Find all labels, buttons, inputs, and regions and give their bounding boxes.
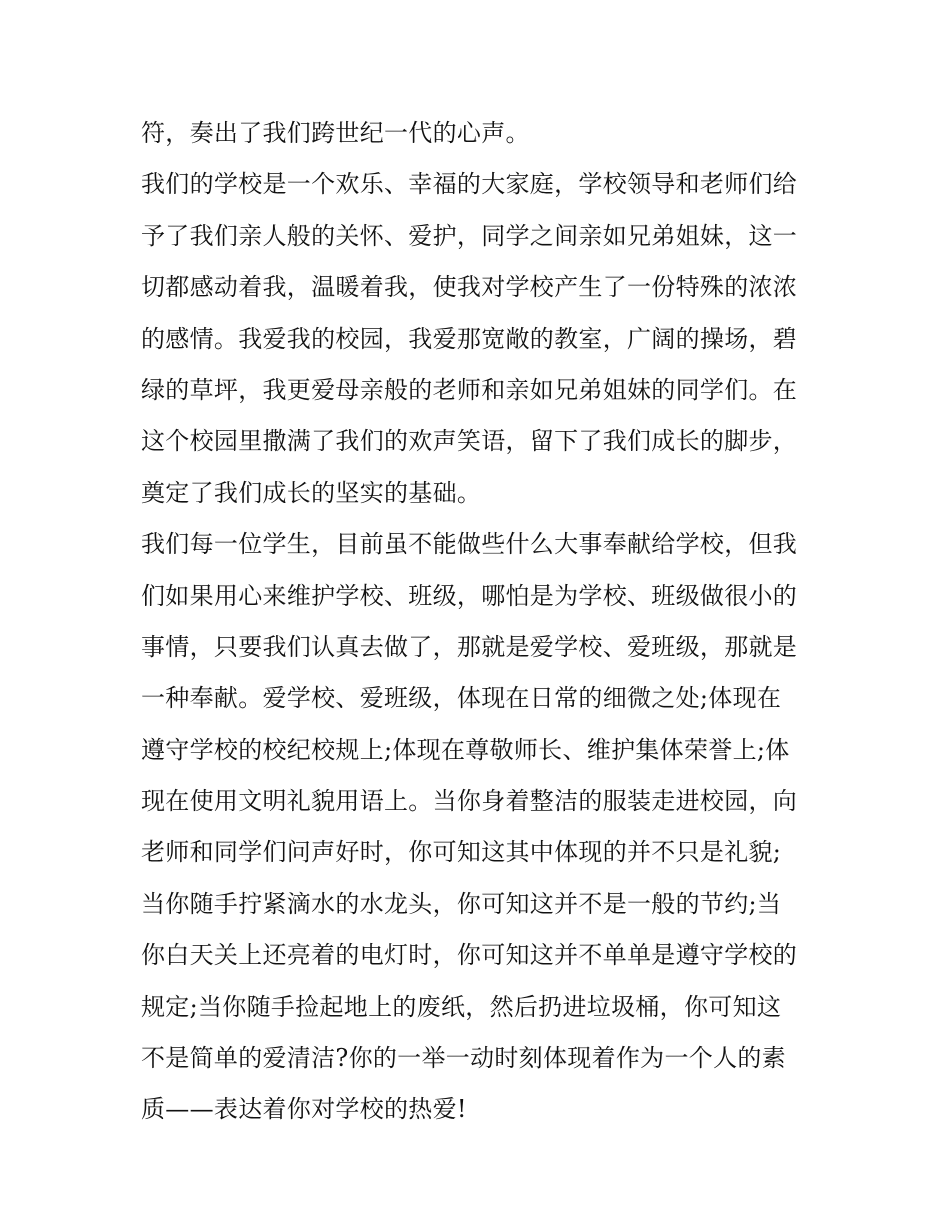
text-line: 遵守学校的校纪校规上;体现在尊敬师长、维护集体荣誉上;体 xyxy=(141,735,790,764)
text-line: 予了我们亲人般的关怀、爱护，同学之间亲如兄弟姐妹，这一 xyxy=(141,221,798,250)
text-line: 现在使用文明礼貌用语上。当你身着整洁的服装走进校园，向 xyxy=(141,787,798,816)
text-line: 事情，只要我们认真去做了，那就是爱学校、爱班级，那就是 xyxy=(141,632,798,661)
text-line: 这个校园里撒满了我们的欢声笑语，留下了我们成长的脚步， xyxy=(141,427,798,456)
text-line: 规定;当你随手捡起地上的废纸，然后扔进垃圾桶，你可知这 xyxy=(141,992,782,1021)
text-line: 我们每一位学生，目前虽不能做些什么大事奉献给学校，但我 xyxy=(141,530,798,559)
text-line: 质——表达着你对学校的热爱! xyxy=(141,1095,467,1124)
text-line: 符，奏出了我们跨世纪一代的心声。 xyxy=(141,119,530,147)
text-line: 奠定了我们成长的坚实的基础。 xyxy=(141,478,482,507)
text-line: 老师和同学们问声好时，你可知这其中体现的并不只是礼貌; xyxy=(141,838,782,867)
text-line: 切都感动着我，温暖着我，使我对学校产生了一份特殊的浓浓 xyxy=(141,273,798,302)
body-text xyxy=(141,108,821,1136)
text-line: 绿的草坪，我更爱母亲般的老师和亲如兄弟姐妹的同学们。在 xyxy=(141,375,798,404)
text-line: 一种奉献。爱学校、爱班级，体现在日常的细微之处;体现在 xyxy=(141,684,782,713)
text-line: 的感情。我爱我的校园，我爱那宽敞的教室，广阔的操场，碧 xyxy=(141,324,798,353)
text-line: 们如果用心来维护学校、班级，哪怕是为学校、班级做很小的 xyxy=(141,581,798,610)
text-line: 你白天关上还亮着的电灯时，你可知这并不单单是遵守学校的 xyxy=(141,941,798,970)
text-line: 我们的学校是一个欢乐、幸福的大家庭，学校领导和老师们给 xyxy=(141,170,798,199)
text-line: 当你随手拧紧滴水的水龙头，你可知这并不是一般的节约;当 xyxy=(141,889,782,918)
text-line: 不是简单的爱清洁?你的一举一动时刻体现着作为一个人的素 xyxy=(141,1044,786,1073)
